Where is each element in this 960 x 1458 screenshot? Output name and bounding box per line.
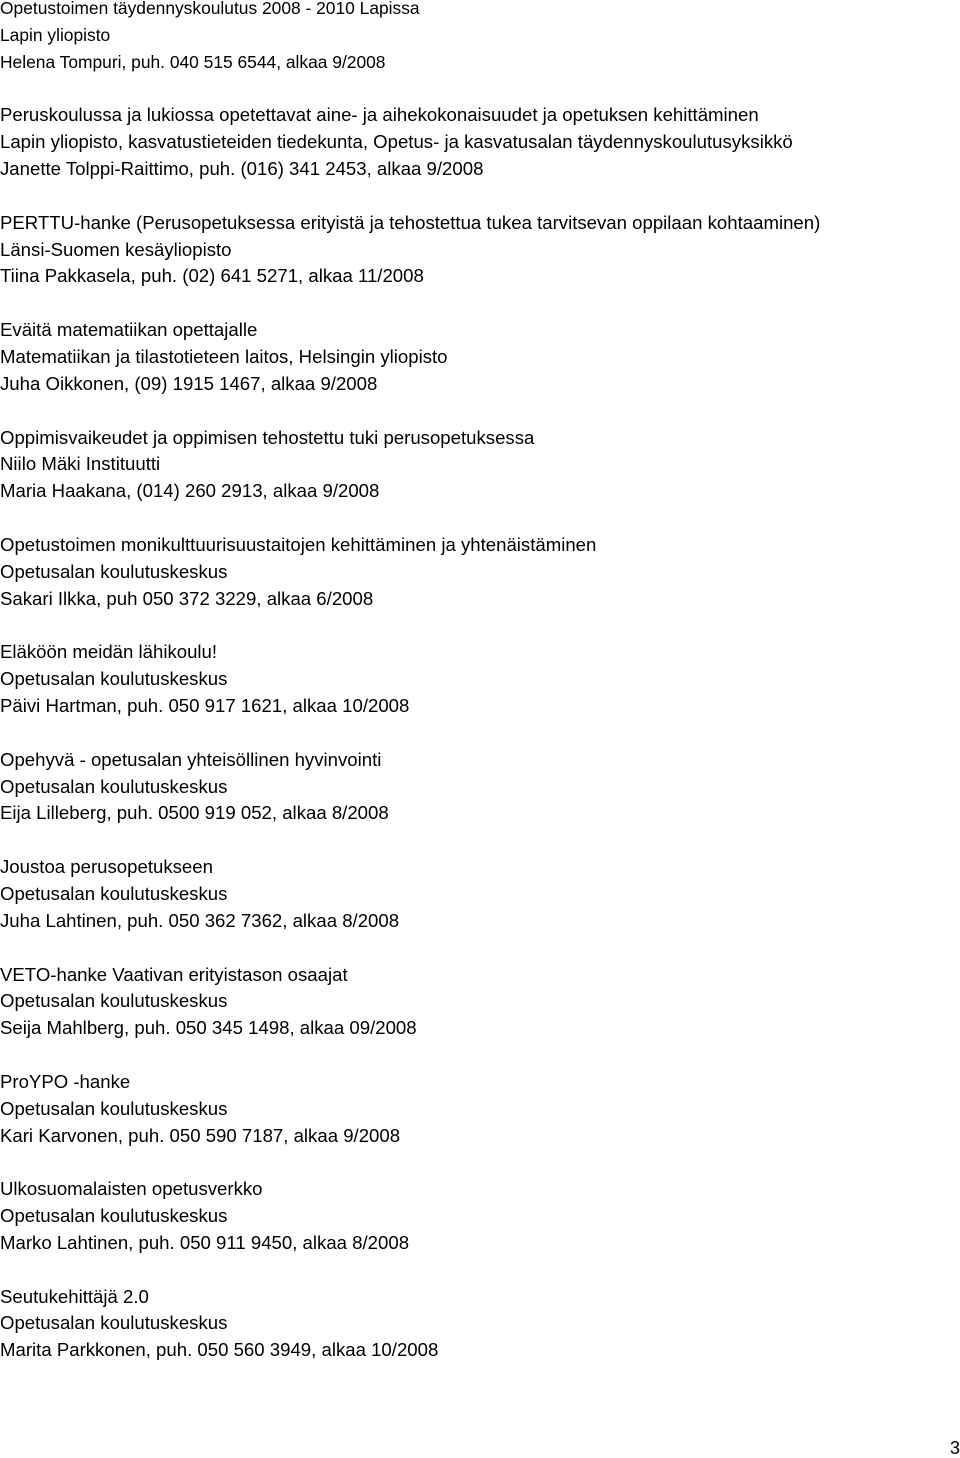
course-organization: Lapin yliopisto, kasvatustieteiden tiedekunta, Opetus- ja kasvatusalan täydennyskoulutusyksikkö bbox=[0, 131, 793, 153]
course-title: PERTTU-hanke (Perusopetuksessa erityistä ja tehostettua tukea tarvitsevan oppilaan kohtaaminen) bbox=[0, 211, 821, 233]
course-organization: Länsi-Suomen kesäyliopisto bbox=[0, 238, 232, 260]
course-entry bbox=[0, 1069, 960, 1149]
course-contact: Tiina Pakkasela, puh. (02) 641 5271, alkaa 11/2008 bbox=[0, 265, 424, 287]
course-organization: Opetusalan koulutuskeskus bbox=[0, 668, 228, 690]
course-title: Ulkosuomalaisten opetusverkko bbox=[0, 1178, 263, 1200]
course-contact: Juha Lahtinen, puh. 050 362 7362, alkaa 8/2008 bbox=[0, 909, 400, 931]
course-entry bbox=[0, 425, 960, 505]
course-entry bbox=[0, 854, 960, 934]
course-entry bbox=[0, 102, 960, 182]
course-organization: Matematiikan ja tilastotieteen laitos, Helsingin yliopisto bbox=[0, 345, 448, 367]
course-title: Seutukehittäjä 2.0 bbox=[0, 1285, 149, 1307]
course-organization: Niilo Mäki Instituutti bbox=[0, 453, 161, 475]
course-entry bbox=[0, 1284, 960, 1364]
course-entry bbox=[0, 0, 960, 75]
course-contact: Marko Lahtinen, puh. 050 911 9450, alkaa 8/2008 bbox=[0, 1231, 410, 1253]
course-title: Eväitä matematiikan opettajalle bbox=[0, 319, 258, 341]
course-organization: Opetusalan koulutuskeskus bbox=[0, 1097, 228, 1119]
course-title: Oppimisvaikeudet ja oppimisen tehostettu tuki perusopetuksessa bbox=[0, 426, 535, 448]
course-title: Joustoa perusopetukseen bbox=[0, 856, 213, 878]
course-entry bbox=[0, 962, 960, 1042]
course-contact: Maria Haakana, (014) 260 2913, alkaa 9/2008 bbox=[0, 480, 380, 502]
course-contact: Kari Karvonen, puh. 050 590 7187, alkaa 9/2008 bbox=[0, 1124, 401, 1146]
course-organization: Opetusalan koulutuskeskus bbox=[0, 1205, 228, 1227]
course-entry bbox=[0, 532, 960, 612]
course-contact: Marita Parkkonen, puh. 050 560 3949, alkaa 10/2008 bbox=[0, 1339, 439, 1361]
course-entry bbox=[0, 317, 960, 397]
course-title: Opetustoimen täydennyskoulutus 2008 - 2010 Lapissa bbox=[0, 0, 420, 18]
course-organization: Opetusalan koulutuskeskus bbox=[0, 990, 228, 1012]
page-number: 3 bbox=[949, 1438, 960, 1458]
course-contact: Päivi Hartman, puh. 050 917 1621, alkaa 10/2008 bbox=[0, 694, 410, 716]
course-title: Opetustoimen monikulttuurisuustaitojen kehittäminen ja yhtenäistäminen bbox=[0, 533, 597, 555]
course-entry bbox=[0, 639, 960, 719]
course-title: Opehyvä - opetusalan yhteisöllinen hyvinvointi bbox=[0, 748, 382, 770]
course-entry bbox=[0, 1176, 960, 1256]
course-contact: Juha Oikkonen, (09) 1915 1467, alkaa 9/2008 bbox=[0, 372, 378, 394]
course-entry bbox=[0, 747, 960, 827]
course-title: Peruskoulussa ja lukiossa opetettavat aine- ja aihekokonaisuudet ja opetuksen kehittäminen bbox=[0, 104, 759, 126]
course-title: ProYPO -hanke bbox=[0, 1070, 131, 1092]
course-contact: Sakari Ilkka, puh 050 372 3229, alkaa 6/2008 bbox=[0, 587, 374, 609]
course-organization: Opetusalan koulutuskeskus bbox=[0, 560, 228, 582]
course-contact: Eija Lilleberg, puh. 0500 919 052, alkaa 8/2008 bbox=[0, 802, 389, 824]
course-contact: Seija Mahlberg, puh. 050 345 1498, alkaa 09/2008 bbox=[0, 1017, 417, 1039]
course-organization: Lapin yliopisto bbox=[0, 24, 111, 45]
course-title: Eläköön meidän lähikoulu! bbox=[0, 641, 218, 663]
course-contact: Janette Tolppi-Raittimo, puh. (016) 341 2453, alkaa 9/2008 bbox=[0, 157, 484, 179]
course-contact: Helena Tompuri, puh. 040 515 6544, alkaa 9/2008 bbox=[0, 51, 386, 72]
course-organization: Opetusalan koulutuskeskus bbox=[0, 775, 228, 797]
course-entry bbox=[0, 210, 960, 290]
course-organization: Opetusalan koulutuskeskus bbox=[0, 1312, 228, 1334]
course-title: VETO-hanke Vaativan erityistason osaajat bbox=[0, 963, 348, 985]
course-organization: Opetusalan koulutuskeskus bbox=[0, 882, 228, 904]
